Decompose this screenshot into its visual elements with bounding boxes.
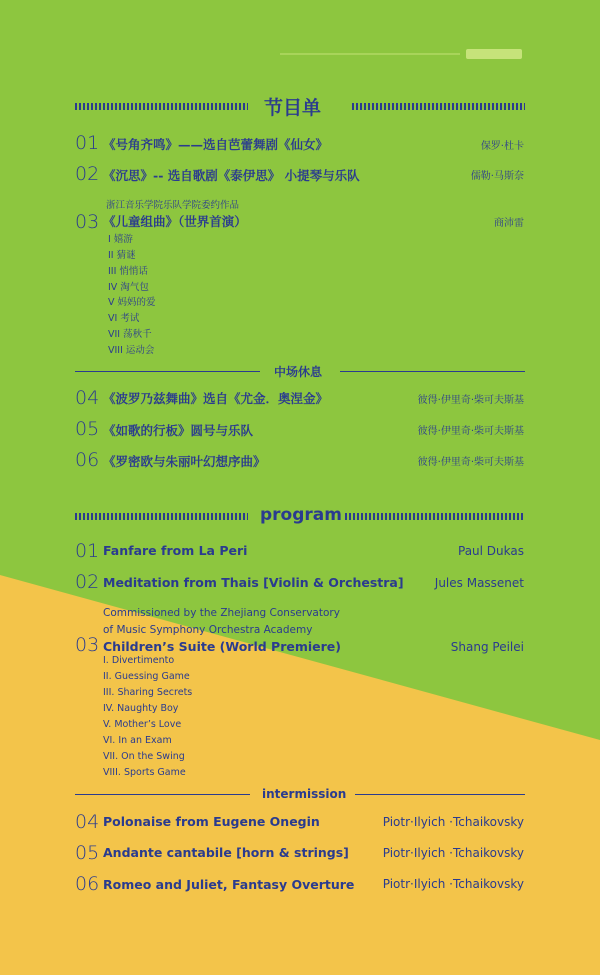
movement: I 嬉游 — [108, 234, 133, 245]
heading-divider-left — [75, 103, 248, 110]
item-title: 《沉思》-- 选自歌剧《泰伊思》 小提琴与乐队 — [103, 168, 360, 183]
english-heading: program — [260, 505, 342, 525]
item-number: 02 — [75, 571, 100, 593]
item-number: 06 — [75, 873, 100, 895]
chinese-heading: 节目单 — [264, 97, 322, 119]
chinese-intermission: 中场休息 — [274, 365, 323, 379]
item-number: 01 — [75, 540, 100, 562]
item-number: 03 — [75, 211, 100, 233]
movement: VIII. Sports Game — [103, 767, 186, 778]
heading-divider-right — [352, 103, 525, 110]
item-composer: 保罗·杜卡 — [480, 141, 524, 152]
item-title: 《如歌的行板》圆号与乐队 — [103, 423, 254, 438]
item-composer: Piotr·Ilyich ·Tchaikovsky — [382, 846, 524, 860]
item-title: 《罗密欧与朱丽叶幻想序曲》 — [103, 454, 266, 469]
item-number: 04 — [75, 387, 100, 409]
item-title: Romeo and Juliet, Fantasy Overture — [103, 877, 355, 892]
item-title: Polonaise from Eugene Onegin — [103, 814, 320, 829]
item-composer: 彼得·伊里奇·柴可夫斯基 — [417, 457, 524, 468]
item-composer: Piotr·Ilyich ·Tchaikovsky — [382, 815, 524, 829]
item-number: 02 — [75, 163, 100, 185]
item-number: 01 — [75, 132, 100, 154]
movement: II. Guessing Game — [103, 671, 190, 682]
item-title: Children’s Suite (World Premiere) — [103, 639, 342, 654]
movement: II 猜谜 — [108, 250, 136, 261]
movement: IV. Naughty Boy — [103, 703, 179, 714]
movement: VIII 运动会 — [108, 345, 155, 356]
item-composer: 彼得·伊里奇·柴可夫斯基 — [417, 395, 524, 406]
item-title: Meditation from Thais [Violin & Orchestra] — [103, 575, 404, 590]
item-composer: 彼得·伊里奇·柴可夫斯基 — [417, 426, 524, 437]
heading-divider-left — [75, 513, 248, 520]
movement: V. Mother’s Love — [103, 719, 182, 730]
english-intermission: intermission — [262, 787, 347, 801]
movement: VII. On the Swing — [103, 751, 185, 762]
item-title: 《波罗乃兹舞曲》选自《尤金．奥涅金》 — [103, 391, 329, 406]
movement: III. Sharing Secrets — [103, 687, 193, 698]
movement: VI 考试 — [108, 313, 140, 324]
movement: VII 荡秋千 — [108, 329, 152, 340]
item-number: 04 — [75, 811, 100, 833]
movement: IV 淘气包 — [108, 282, 149, 293]
heading-divider-right — [345, 513, 525, 520]
intermission-line-right — [355, 794, 525, 795]
item-number: 05 — [75, 418, 100, 440]
item-title: 《号角齐鸣》——选自芭蕾舞剧《仙女》 — [103, 137, 329, 152]
movement: V 妈妈的爱 — [108, 297, 156, 308]
item-composer: Shang Peilei — [450, 640, 524, 654]
header-tagline — [280, 48, 460, 60]
intermission-line-left — [75, 371, 260, 372]
movement: III 悄悄话 — [108, 266, 148, 277]
intermission-line-left — [75, 794, 250, 795]
festival-logo — [466, 46, 522, 62]
item-number: 03 — [75, 634, 100, 656]
item-composer: Paul Dukas — [458, 544, 524, 558]
item-number: 06 — [75, 449, 100, 471]
item-number: 05 — [75, 842, 100, 864]
item-subtitle: 浙江音乐学院乐队学院委约作品 — [106, 200, 240, 211]
item-subtitle: of Music Symphony Orchestra Academy — [103, 624, 313, 636]
item-composer: 商沛雷 — [494, 218, 524, 229]
item-subtitle: Commissioned by the Zhejiang Conservatory — [103, 607, 340, 619]
item-title: 《儿童组曲》（世界首演） — [103, 214, 247, 229]
intermission-line-right — [340, 371, 525, 372]
item-title: Andante cantabile [horn & strings] — [103, 845, 349, 860]
item-composer: Piotr·Ilyich ·Tchaikovsky — [382, 877, 524, 891]
movement: I. Divertimento — [103, 655, 175, 666]
item-composer: 儒勒·马斯奈 — [470, 171, 524, 182]
item-title: Fanfare from La Peri — [103, 543, 248, 558]
movement: VI. In an Exam — [103, 735, 172, 746]
item-composer: Jules Massenet — [434, 576, 524, 590]
